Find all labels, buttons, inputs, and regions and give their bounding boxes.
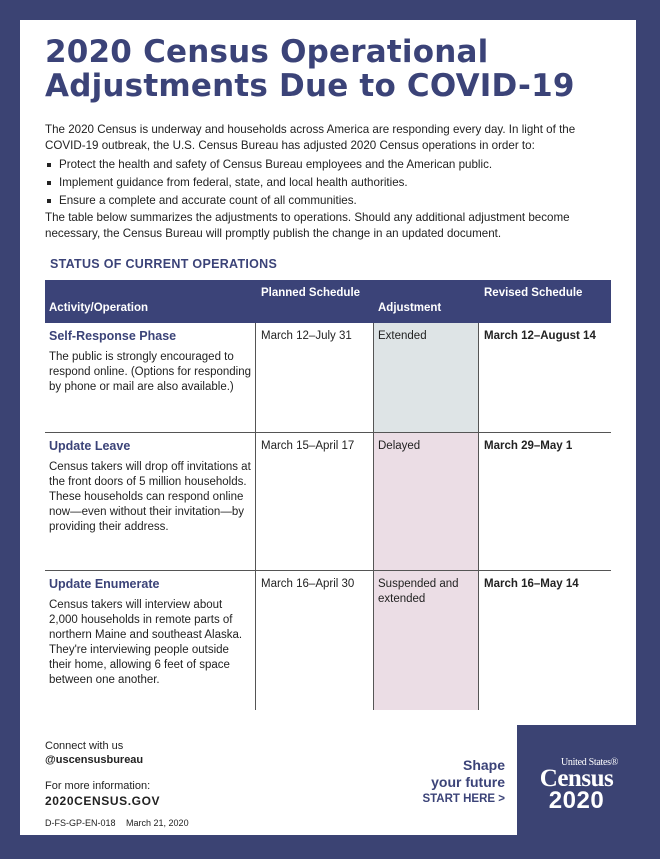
social-handle-link[interactable]: @uscensusbureau	[45, 754, 144, 766]
logo-year: 2020	[548, 787, 605, 814]
intro-paragraph: The 2020 Census is underway and households across America are responding every day. In light of the COVID-19 outbreak, the U.S. Census Bureau has adjusted 2020 Census operations in order to:	[45, 123, 576, 152]
revised-cell: March 29–May 1	[484, 440, 573, 452]
census-2020-logo	[517, 725, 636, 835]
section-heading: STATUS OF CURRENT OPERATIONS	[50, 257, 278, 271]
column-header-planned: Planned Schedule	[261, 287, 361, 299]
column-header-adjustment: Adjustment	[378, 302, 442, 314]
planned-cell: March 15–April 17	[257, 433, 374, 570]
website-link[interactable]: 2020CENSUS.GOV	[45, 794, 161, 808]
table-header	[45, 280, 611, 323]
goals-list	[45, 156, 615, 210]
activity-cell	[45, 323, 256, 432]
table-row	[45, 433, 611, 571]
document-date: March 21, 2020	[126, 818, 189, 828]
activity-description: Census takers will drop off invitations at the front doors of 5 million households. These households can respond online now—even without their invitation—by providing their address.	[49, 461, 251, 533]
document-sheet	[20, 20, 636, 835]
column-header-activity: Activity/Operation	[49, 302, 149, 314]
planned-cell: March 16–April 30	[257, 571, 374, 710]
summary-paragraph: The table below summarizes the adjustments to operations. Should any additional adjustment become necessary, the Census Bureau will promptly publish the change in an updated document.	[45, 211, 570, 240]
activity-cell	[45, 433, 256, 570]
activity-description: Census takers will interview about 2,000 households in remote parts of northern Maine and southeast Alaska. They're interviewing people outside their home, allowing 6 feet of space between one another.	[49, 599, 243, 686]
page-title: 2020 Census Operational Adjustments Due to COVID-19	[45, 34, 575, 104]
logo-united-states: United States®	[560, 757, 618, 768]
column-header-revised: Revised Schedule	[484, 287, 583, 299]
revised-cell: March 16–May 14	[484, 578, 579, 590]
adjustment-cell: Extended	[374, 323, 479, 432]
list-item: Ensure a complete and accurate count of all communities.	[45, 192, 615, 210]
more-info-label: For more information:	[45, 780, 151, 792]
activity-name: Self-Response Phase	[49, 329, 177, 343]
shape-your-future-cta[interactable]	[400, 757, 505, 805]
adjustment-cell: Suspended and extended	[374, 571, 479, 710]
table-row	[45, 571, 611, 710]
list-item: Implement guidance from federal, state, and local health authorities.	[45, 174, 615, 192]
logo-census: Census	[539, 765, 614, 792]
list-item: Protect the health and safety of Census Bureau employees and the American public.	[45, 156, 615, 174]
start-here-link[interactable]: START HERE >	[422, 793, 505, 805]
table-row	[45, 323, 611, 433]
activity-description: The public is strongly encouraged to respond online. (Options for responding by phone or mail are also available.)	[49, 351, 252, 393]
cta-line-1: Shape	[462, 757, 505, 773]
adjustment-cell: Delayed	[374, 433, 479, 570]
document-meta	[45, 818, 197, 828]
document-id: D-FS-GP-EN-018	[45, 818, 116, 828]
activity-name: Update Leave	[49, 439, 131, 453]
activity-cell	[45, 571, 256, 710]
connect-label: Connect with us	[45, 740, 124, 752]
operations-table	[45, 280, 611, 710]
footer-contact	[45, 740, 197, 828]
activity-name: Update Enumerate	[49, 577, 160, 591]
revised-cell: March 12–August 14	[484, 330, 596, 342]
planned-cell: March 12–July 31	[257, 323, 374, 432]
cta-line-2: your future	[431, 774, 505, 790]
